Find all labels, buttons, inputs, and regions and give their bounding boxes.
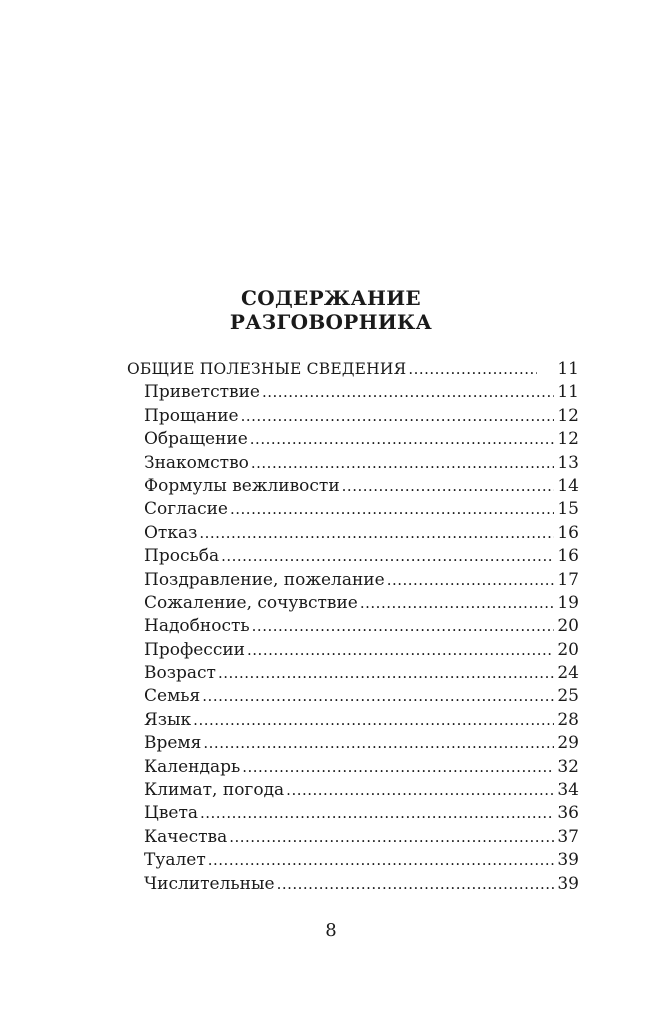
toc-entry-row <box>127 779 579 802</box>
toc-leader-dots <box>340 475 554 498</box>
toc-entry-row <box>127 592 579 615</box>
toc-entry-label: Прощание <box>144 405 239 426</box>
toc-entry-page: 17 <box>557 569 579 590</box>
toc-leader-dots <box>216 662 554 685</box>
toc-entry-row <box>127 756 579 779</box>
toc-entry-page: 28 <box>557 709 579 730</box>
toc-entry-page: 34 <box>557 780 579 801</box>
page-title <box>0 286 662 334</box>
toc-entry-row <box>127 545 579 568</box>
toc-leader-dots <box>240 756 554 779</box>
toc-entry-label: Цвета <box>144 803 198 824</box>
toc-section-page: 11 <box>557 359 579 379</box>
toc-entry-page: 16 <box>557 522 579 543</box>
toc-entry-row <box>127 802 579 825</box>
toc-entry-row <box>127 381 579 404</box>
toc-entry-page: 19 <box>557 592 579 613</box>
toc-entry-row <box>127 522 579 545</box>
toc-leader-dots <box>249 452 554 475</box>
toc-entry-page: 14 <box>557 475 579 496</box>
toc-entry-row <box>127 685 579 708</box>
toc-entry-page: 16 <box>557 546 579 567</box>
toc-leader-dots <box>260 381 554 404</box>
toc-entry-label: Туалет <box>144 850 206 871</box>
toc-entry-label: Просьба <box>144 546 220 567</box>
toc-entry-page: 29 <box>557 733 579 754</box>
title-line-2: РАЗГОВОРНИКА <box>229 310 433 334</box>
toc-entry-row <box>127 732 579 755</box>
toc-entry-page: 20 <box>557 616 579 637</box>
toc-entry-label: Отказ <box>144 522 198 543</box>
toc-entry-label: Надобность <box>144 616 250 637</box>
toc-leader-dots <box>248 428 554 451</box>
toc-entry-label: Сожаление, сочувствие <box>144 592 358 613</box>
toc-entry-label: Знакомство <box>144 452 249 473</box>
toc-entry-row <box>127 709 579 732</box>
toc-leader-dots <box>227 826 554 849</box>
toc-entry-page: 15 <box>557 499 579 520</box>
toc-leader-dots <box>191 709 554 732</box>
toc-entry-label: Поздравление, пожелание <box>144 569 385 590</box>
toc-leader-dots <box>358 592 554 615</box>
toc-entry-row <box>127 873 579 896</box>
toc-entry-page: 39 <box>557 873 579 894</box>
toc-entry-label: Приветствие <box>144 382 260 403</box>
toc-entry-page: 20 <box>557 639 579 660</box>
toc-entry-row <box>127 662 579 685</box>
toc-entry-row <box>127 405 579 428</box>
toc-entry-row <box>127 639 579 662</box>
toc-entry-page: 13 <box>557 452 579 473</box>
toc-leader-dots <box>201 732 554 755</box>
toc-entry-row <box>127 569 579 592</box>
toc-leader-dots <box>245 639 554 662</box>
toc-entry-page: 24 <box>557 663 579 684</box>
toc-section-row <box>127 358 579 381</box>
toc-entry-row <box>127 826 579 849</box>
toc-leader-dots <box>198 802 554 825</box>
toc-entry-page: 11 <box>557 382 579 403</box>
toc-leader-dots <box>385 569 554 592</box>
toc-leader-dots <box>250 615 554 638</box>
page-number: 8 <box>325 920 337 941</box>
toc-entry-page: 25 <box>557 686 579 707</box>
toc-entry-label: Язык <box>144 709 192 730</box>
toc-leader-dots <box>239 405 554 428</box>
toc-entry-row <box>127 452 579 475</box>
toc-entry-page: 39 <box>557 850 579 871</box>
toc-entry-row <box>127 428 579 451</box>
toc-entry-label: Качества <box>144 826 228 847</box>
toc-leader-dots <box>197 522 554 545</box>
toc-entry-label: Обращение <box>144 429 248 450</box>
toc-entry-row <box>127 475 579 498</box>
toc-entry-page: 37 <box>557 826 579 847</box>
toc-entry-label: Календарь <box>144 756 241 777</box>
toc-leader-dots <box>206 849 554 872</box>
toc-entry-label: Семья <box>144 686 201 707</box>
toc-leader-dots <box>200 685 554 708</box>
toc-entry-page: 12 <box>557 429 579 450</box>
toc-entry-row <box>127 849 579 872</box>
toc-entry-label: Время <box>144 733 202 754</box>
title-line-1: СОДЕРЖАНИЕ <box>241 286 421 310</box>
toc-leader-dots <box>406 358 537 381</box>
toc-entry-label: Формулы вежливости <box>144 475 340 496</box>
toc-leader-dots <box>284 779 554 802</box>
toc-entry-label: Возраст <box>144 663 216 684</box>
toc-leader-dots <box>275 873 554 896</box>
toc-entry-page: 32 <box>557 756 579 777</box>
toc-entry-row <box>127 615 579 638</box>
toc-leader-dots <box>219 545 554 568</box>
toc-entry-label: Климат, погода <box>144 780 285 801</box>
toc-leader-dots <box>228 498 554 521</box>
toc-entry-row <box>127 498 579 521</box>
toc-entry-label: Согласие <box>144 499 228 520</box>
toc-section-label: ОБЩИЕ ПОЛЕЗНЫЕ СВЕДЕНИЯ <box>127 360 407 378</box>
table-of-contents <box>127 358 579 896</box>
toc-entry-label: Числительные <box>144 873 275 894</box>
toc-entry-page: 36 <box>557 803 579 824</box>
toc-entry-label: Профессии <box>144 639 246 660</box>
toc-entry-page: 12 <box>557 405 579 426</box>
